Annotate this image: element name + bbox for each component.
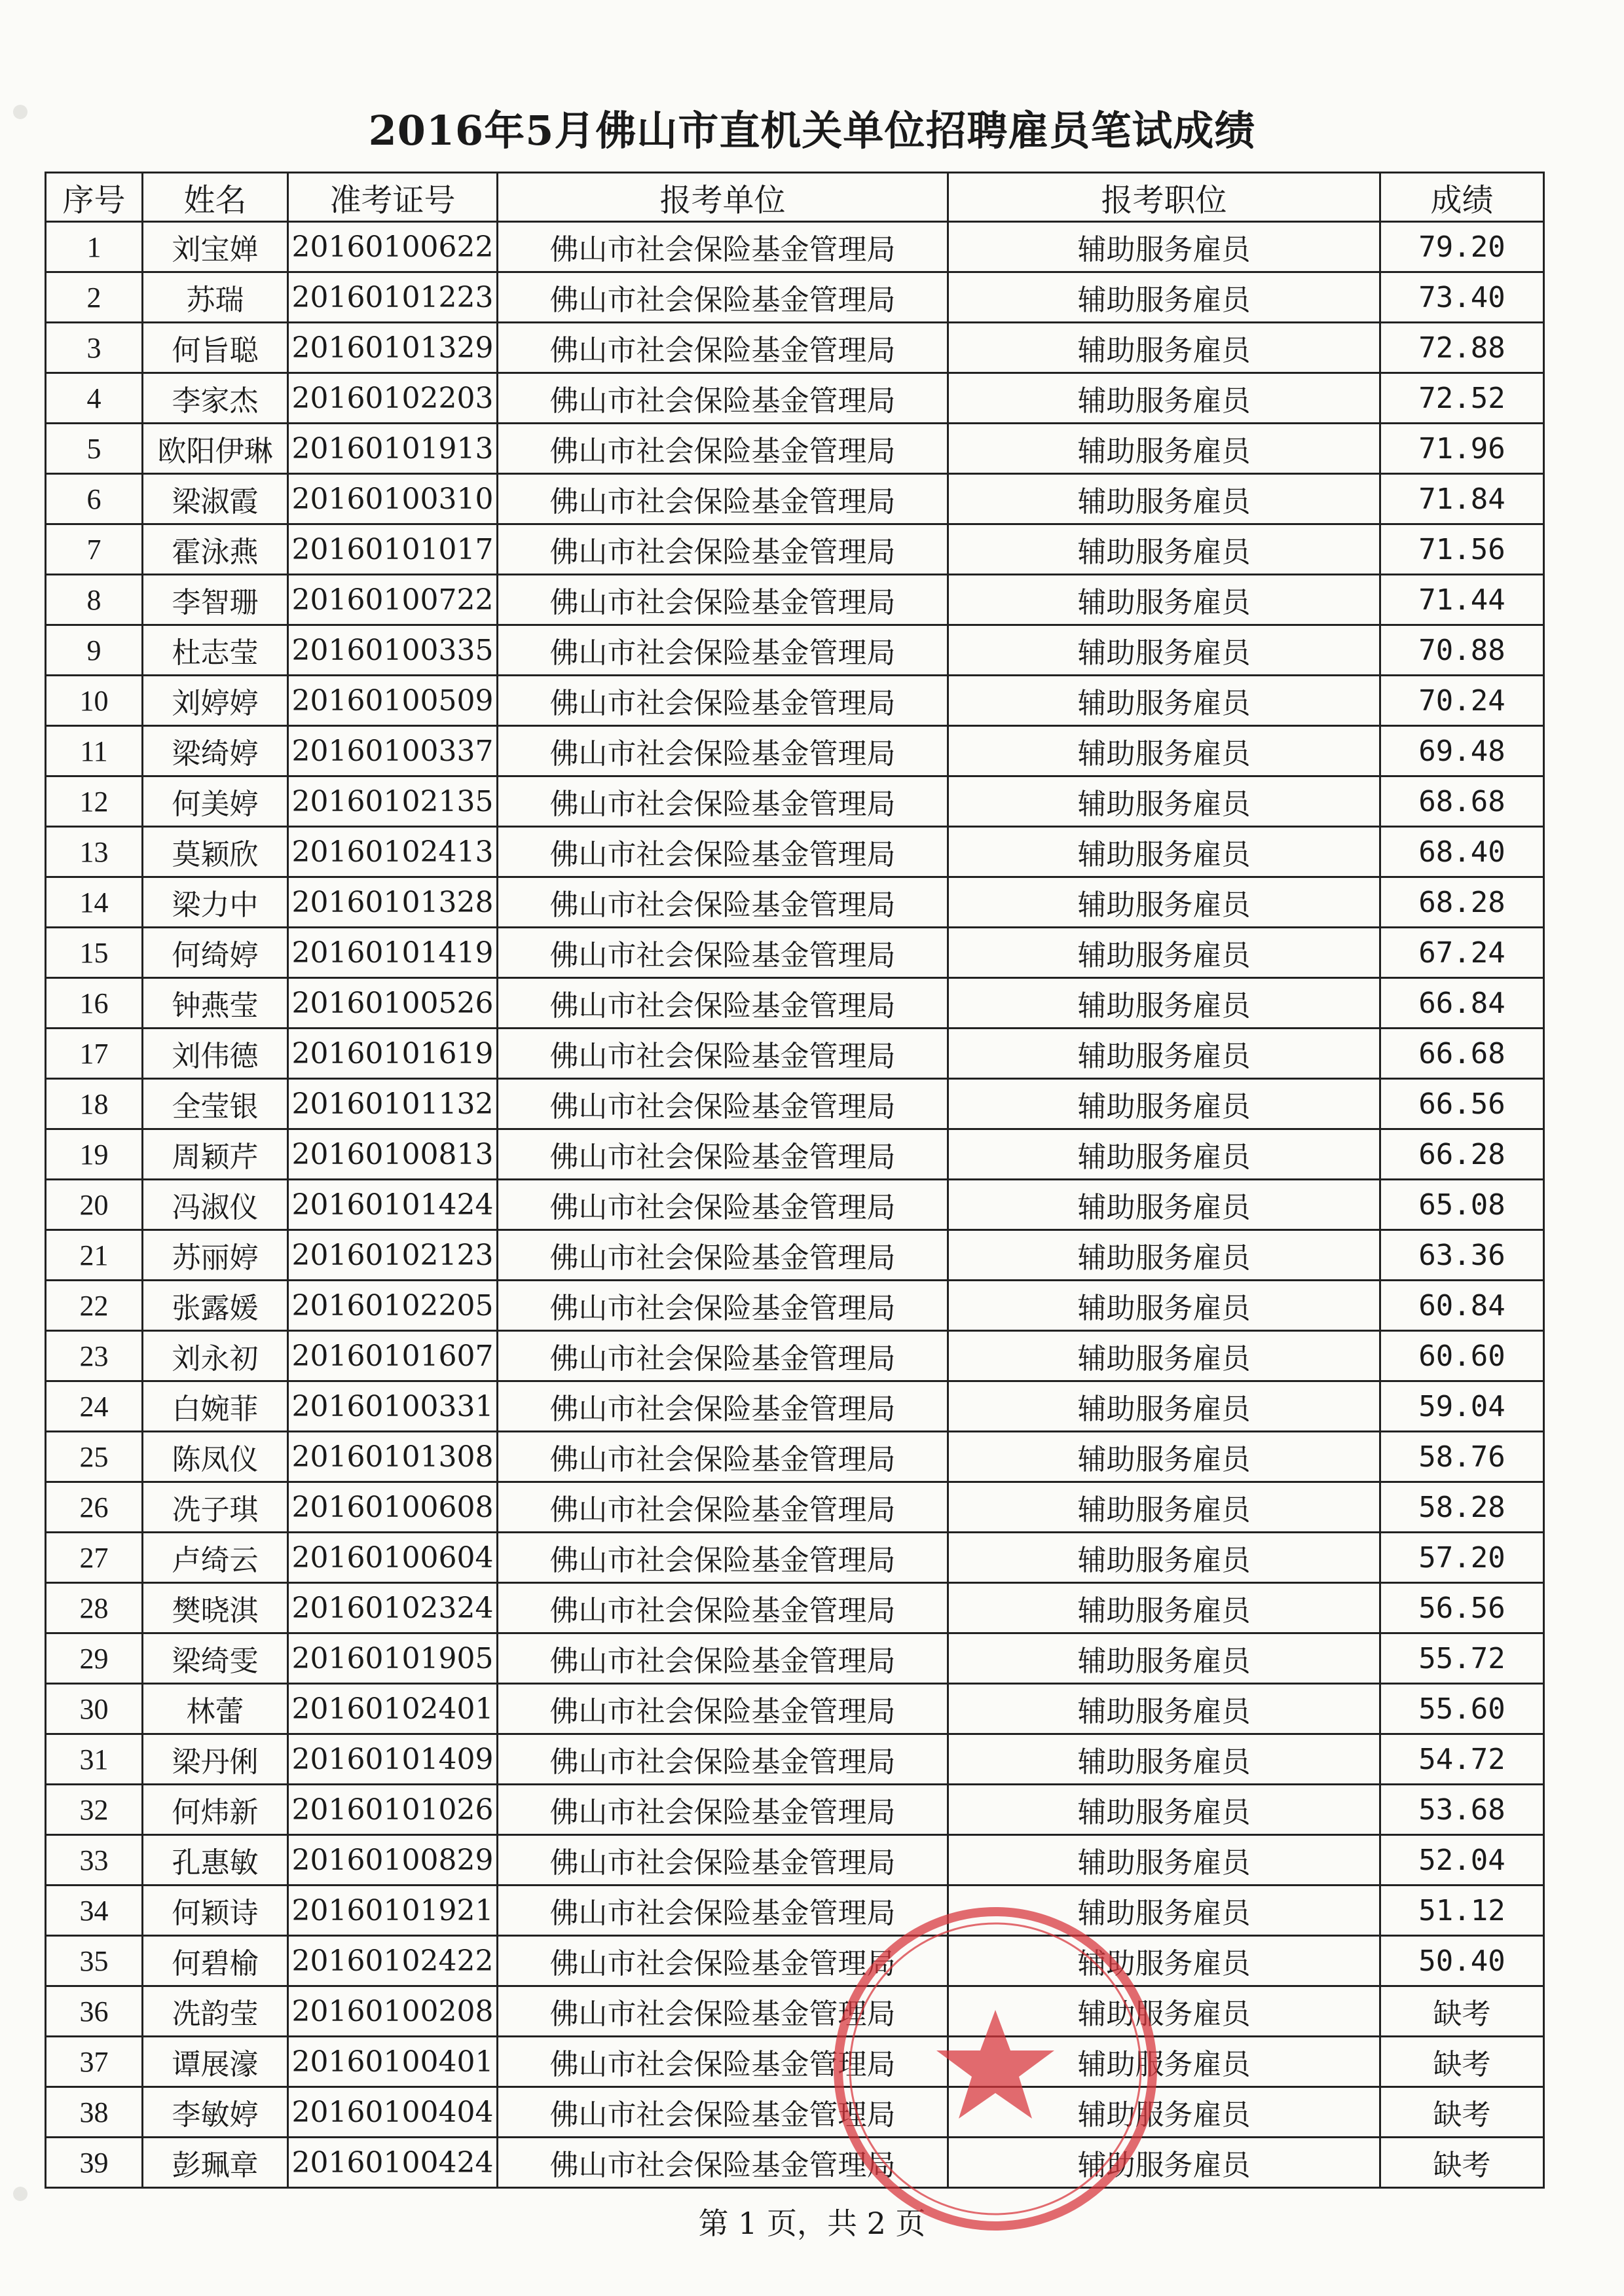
cell-post: 辅助服务雇员: [948, 676, 1380, 726]
cell-unit: 佛山市社会保险基金管理局: [498, 1886, 948, 1936]
cell-exam-id: 20160100401: [288, 2037, 498, 2087]
cell-post: 辅助服务雇员: [948, 424, 1380, 474]
cell-score: 缺考: [1380, 2037, 1544, 2087]
cell-post: 辅助服务雇员: [948, 2037, 1380, 2087]
cell-name: 樊晓淇: [143, 1583, 288, 1633]
cell-exam-id: 20160101905: [288, 1633, 498, 1684]
table-row: [46, 1785, 1544, 1835]
cell-seq: 34: [46, 1886, 143, 1936]
cell-score: 缺考: [1380, 2138, 1544, 2188]
table-row: [46, 1986, 1544, 2037]
cell-seq: 11: [46, 726, 143, 776]
cell-unit: 佛山市社会保险基金管理局: [498, 1936, 948, 1986]
cell-score: 71.84: [1380, 474, 1544, 524]
header-post: 报考职位: [948, 173, 1380, 222]
cell-score: 70.88: [1380, 625, 1544, 676]
cell-name: 孔惠敏: [143, 1835, 288, 1886]
cell-exam-id: 20160100509: [288, 676, 498, 726]
cell-seq: 36: [46, 1986, 143, 2037]
table-row: [46, 1482, 1544, 1533]
cell-name: 冼子琪: [143, 1482, 288, 1533]
table-row: [46, 1180, 1544, 1230]
cell-score: 63.36: [1380, 1230, 1544, 1281]
cell-score: 缺考: [1380, 1986, 1544, 2037]
cell-score: 50.40: [1380, 1936, 1544, 1986]
cell-name: 霍泳燕: [143, 524, 288, 575]
cell-unit: 佛山市社会保险基金管理局: [498, 2037, 948, 2087]
cell-post: 辅助服务雇员: [948, 1129, 1380, 1180]
cell-score: 52.04: [1380, 1835, 1544, 1886]
cell-post: 辅助服务雇员: [948, 1583, 1380, 1633]
cell-score: 73.40: [1380, 272, 1544, 323]
cell-post: 辅助服务雇员: [948, 877, 1380, 928]
cell-name: 何炜新: [143, 1785, 288, 1835]
cell-post: 辅助服务雇员: [948, 726, 1380, 776]
cell-score: 71.56: [1380, 524, 1544, 575]
cell-score: 65.08: [1380, 1180, 1544, 1230]
cell-seq: 33: [46, 1835, 143, 1886]
cell-seq: 13: [46, 827, 143, 877]
cell-exam-id: 20160100813: [288, 1129, 498, 1180]
cell-score: 68.40: [1380, 827, 1544, 877]
cell-unit: 佛山市社会保险基金管理局: [498, 1583, 948, 1633]
cell-post: 辅助服务雇员: [948, 1331, 1380, 1381]
table-row: [46, 1432, 1544, 1482]
table-row: [46, 323, 1544, 373]
cell-exam-id: 20160100622: [288, 222, 498, 272]
cell-exam-id: 20160101329: [288, 323, 498, 373]
cell-exam-id: 20160102422: [288, 1936, 498, 1986]
cell-post: 辅助服务雇员: [948, 1180, 1380, 1230]
cell-seq: 32: [46, 1785, 143, 1835]
cell-unit: 佛山市社会保险基金管理局: [498, 1029, 948, 1079]
cell-score: 67.24: [1380, 928, 1544, 978]
cell-name: 李敏婷: [143, 2087, 288, 2138]
cell-post: 辅助服务雇员: [948, 1533, 1380, 1583]
cell-unit: 佛山市社会保险基金管理局: [498, 1835, 948, 1886]
cell-name: 彭珮章: [143, 2138, 288, 2188]
cell-unit: 佛山市社会保险基金管理局: [498, 1129, 948, 1180]
cell-exam-id: 20160100424: [288, 2138, 498, 2188]
cell-score: 缺考: [1380, 2087, 1544, 2138]
cell-seq: 6: [46, 474, 143, 524]
cell-seq: 15: [46, 928, 143, 978]
cell-name: 梁丹俐: [143, 1734, 288, 1785]
table-body: [46, 222, 1544, 2188]
table-row: [46, 1381, 1544, 1432]
cell-score: 72.88: [1380, 323, 1544, 373]
table-row: [46, 1533, 1544, 1583]
cell-post: 辅助服务雇员: [948, 1785, 1380, 1835]
table-row: [46, 575, 1544, 625]
cell-score: 79.20: [1380, 222, 1544, 272]
cell-unit: 佛山市社会保险基金管理局: [498, 1482, 948, 1533]
cell-name: 刘婷婷: [143, 676, 288, 726]
cell-post: 辅助服务雇员: [948, 625, 1380, 676]
cell-score: 55.72: [1380, 1633, 1544, 1684]
cell-unit: 佛山市社会保险基金管理局: [498, 1533, 948, 1583]
table-row: [46, 1079, 1544, 1129]
cell-score: 60.84: [1380, 1281, 1544, 1331]
cell-exam-id: 20160102203: [288, 373, 498, 424]
cell-seq: 9: [46, 625, 143, 676]
cell-name: 林蕾: [143, 1684, 288, 1734]
punch-hole: [13, 105, 28, 119]
cell-unit: 佛山市社会保险基金管理局: [498, 726, 948, 776]
cell-seq: 37: [46, 2037, 143, 2087]
cell-name: 周颖芹: [143, 1129, 288, 1180]
cell-unit: 佛山市社会保险基金管理局: [498, 1785, 948, 1835]
table-row: [46, 424, 1544, 474]
cell-name: 苏丽婷: [143, 1230, 288, 1281]
cell-seq: 2: [46, 272, 143, 323]
cell-name: 刘伟德: [143, 1029, 288, 1079]
cell-score: 51.12: [1380, 1886, 1544, 1936]
cell-exam-id: 20160101223: [288, 272, 498, 323]
cell-seq: 39: [46, 2138, 143, 2188]
cell-unit: 佛山市社会保险基金管理局: [498, 928, 948, 978]
cell-exam-id: 20160100608: [288, 1482, 498, 1533]
cell-exam-id: 20160102413: [288, 827, 498, 877]
cell-name: 何美婷: [143, 776, 288, 827]
cell-post: 辅助服务雇员: [948, 1734, 1380, 1785]
cell-seq: 25: [46, 1432, 143, 1482]
cell-seq: 27: [46, 1533, 143, 1583]
cell-exam-id: 20160101017: [288, 524, 498, 575]
table-row: [46, 625, 1544, 676]
cell-unit: 佛山市社会保险基金管理局: [498, 776, 948, 827]
page-footer: 第 1 页，共 2 页: [698, 2206, 926, 2241]
cell-name: 李智珊: [143, 575, 288, 625]
cell-post: 辅助服务雇员: [948, 928, 1380, 978]
header-seq: 序号: [46, 173, 143, 222]
cell-exam-id: 20160100337: [288, 726, 498, 776]
cell-seq: 7: [46, 524, 143, 575]
cell-unit: 佛山市社会保险基金管理局: [498, 1281, 948, 1331]
cell-exam-id: 20160101607: [288, 1331, 498, 1381]
cell-seq: 8: [46, 575, 143, 625]
cell-score: 66.56: [1380, 1079, 1544, 1129]
cell-post: 辅助服务雇员: [948, 222, 1380, 272]
cell-post: 辅助服务雇员: [948, 524, 1380, 575]
cell-unit: 佛山市社会保险基金管理局: [498, 676, 948, 726]
cell-seq: 19: [46, 1129, 143, 1180]
cell-score: 71.96: [1380, 424, 1544, 474]
cell-name: 莫颖欣: [143, 827, 288, 877]
cell-name: 何颖诗: [143, 1886, 288, 1936]
cell-post: 辅助服务雇员: [948, 1482, 1380, 1533]
cell-name: 欧阳伊琳: [143, 424, 288, 474]
table-header-row: [46, 173, 1544, 222]
cell-exam-id: 20160101619: [288, 1029, 498, 1079]
cell-score: 71.44: [1380, 575, 1544, 625]
cell-unit: 佛山市社会保险基金管理局: [498, 2087, 948, 2138]
cell-post: 辅助服务雇员: [948, 2087, 1380, 2138]
cell-post: 辅助服务雇员: [948, 1230, 1380, 1281]
table-row: [46, 373, 1544, 424]
cell-post: 辅助服务雇员: [948, 575, 1380, 625]
cell-name: 陈凤仪: [143, 1432, 288, 1482]
table-row: [46, 776, 1544, 827]
cell-seq: 35: [46, 1936, 143, 1986]
cell-name: 苏瑞: [143, 272, 288, 323]
cell-post: 辅助服务雇员: [948, 1281, 1380, 1331]
cell-seq: 38: [46, 2087, 143, 2138]
header-score: 成绩: [1380, 173, 1544, 222]
cell-exam-id: 20160100404: [288, 2087, 498, 2138]
table-row: [46, 1734, 1544, 1785]
cell-name: 卢绮云: [143, 1533, 288, 1583]
cell-seq: 24: [46, 1381, 143, 1432]
table-row: [46, 1331, 1544, 1381]
cell-unit: 佛山市社会保险基金管理局: [498, 1734, 948, 1785]
cell-score: 54.72: [1380, 1734, 1544, 1785]
table-row: [46, 1583, 1544, 1633]
cell-score: 66.68: [1380, 1029, 1544, 1079]
cell-unit: 佛山市社会保险基金管理局: [498, 827, 948, 877]
cell-score: 57.20: [1380, 1533, 1544, 1583]
cell-seq: 1: [46, 222, 143, 272]
cell-score: 69.48: [1380, 726, 1544, 776]
cell-name: 李家杰: [143, 373, 288, 424]
header-unit: 报考单位: [498, 173, 948, 222]
cell-name: 何旨聪: [143, 323, 288, 373]
cell-name: 梁绮雯: [143, 1633, 288, 1684]
table-row: [46, 1029, 1544, 1079]
cell-name: 白婉菲: [143, 1381, 288, 1432]
header-name: 姓名: [143, 173, 288, 222]
cell-seq: 26: [46, 1482, 143, 1533]
cell-post: 辅助服务雇员: [948, 323, 1380, 373]
cell-exam-id: 20160100335: [288, 625, 498, 676]
cell-score: 66.84: [1380, 978, 1544, 1029]
cell-name: 刘宝婵: [143, 222, 288, 272]
cell-post: 辅助服务雇员: [948, 2138, 1380, 2188]
cell-exam-id: 20160101132: [288, 1079, 498, 1129]
cell-exam-id: 20160100604: [288, 1533, 498, 1583]
cell-exam-id: 20160102401: [288, 1684, 498, 1734]
cell-seq: 4: [46, 373, 143, 424]
cell-unit: 佛山市社会保险基金管理局: [498, 1432, 948, 1482]
cell-score: 58.76: [1380, 1432, 1544, 1482]
cell-post: 辅助服务雇员: [948, 1684, 1380, 1734]
cell-score: 68.28: [1380, 877, 1544, 928]
cell-name: 杜志莹: [143, 625, 288, 676]
cell-unit: 佛山市社会保险基金管理局: [498, 1079, 948, 1129]
table-row: [46, 1129, 1544, 1180]
table-row: [46, 1835, 1544, 1886]
cell-post: 辅助服务雇员: [948, 373, 1380, 424]
page-title: 2016年5月佛山市直机关单位招聘雇员笔试成绩: [368, 107, 1256, 155]
cell-seq: 18: [46, 1079, 143, 1129]
cell-seq: 31: [46, 1734, 143, 1785]
table-row: [46, 1281, 1544, 1331]
cell-score: 70.24: [1380, 676, 1544, 726]
cell-score: 59.04: [1380, 1381, 1544, 1432]
cell-post: 辅助服务雇员: [948, 1936, 1380, 1986]
cell-seq: 3: [46, 323, 143, 373]
cell-seq: 16: [46, 978, 143, 1029]
cell-unit: 佛山市社会保险基金管理局: [498, 524, 948, 575]
cell-post: 辅助服务雇员: [948, 827, 1380, 877]
cell-unit: 佛山市社会保险基金管理局: [498, 1180, 948, 1230]
cell-seq: 23: [46, 1331, 143, 1381]
cell-post: 辅助服务雇员: [948, 978, 1380, 1029]
cell-name: 冼韵莹: [143, 1986, 288, 2037]
table-row: [46, 1684, 1544, 1734]
cell-score: 68.68: [1380, 776, 1544, 827]
cell-seq: 12: [46, 776, 143, 827]
cell-exam-id: 20160101409: [288, 1734, 498, 1785]
cell-seq: 17: [46, 1029, 143, 1079]
cell-score: 53.68: [1380, 1785, 1544, 1835]
cell-name: 钟燕莹: [143, 978, 288, 1029]
cell-name: 何碧榆: [143, 1936, 288, 1986]
table-row: [46, 272, 1544, 323]
cell-post: 辅助服务雇员: [948, 1029, 1380, 1079]
cell-name: 梁绮婷: [143, 726, 288, 776]
cell-unit: 佛山市社会保险基金管理局: [498, 2138, 948, 2188]
cell-exam-id: 20160102135: [288, 776, 498, 827]
cell-seq: 10: [46, 676, 143, 726]
cell-unit: 佛山市社会保险基金管理局: [498, 272, 948, 323]
punch-hole: [13, 2187, 28, 2201]
table-row: [46, 2087, 1544, 2138]
cell-name: 张露媛: [143, 1281, 288, 1331]
cell-seq: 22: [46, 1281, 143, 1331]
cell-seq: 21: [46, 1230, 143, 1281]
cell-unit: 佛山市社会保险基金管理局: [498, 1230, 948, 1281]
table-row: [46, 726, 1544, 776]
cell-exam-id: 20160100526: [288, 978, 498, 1029]
cell-post: 辅助服务雇员: [948, 1886, 1380, 1936]
scores-table: [45, 172, 1545, 2189]
cell-post: 辅助服务雇员: [948, 474, 1380, 524]
cell-name: 梁力中: [143, 877, 288, 928]
cell-unit: 佛山市社会保险基金管理局: [498, 978, 948, 1029]
table-row: [46, 524, 1544, 575]
cell-seq: 30: [46, 1684, 143, 1734]
cell-unit: 佛山市社会保险基金管理局: [498, 1331, 948, 1381]
cell-unit: 佛山市社会保险基金管理局: [498, 575, 948, 625]
table-row: [46, 877, 1544, 928]
cell-unit: 佛山市社会保险基金管理局: [498, 1684, 948, 1734]
cell-unit: 佛山市社会保险基金管理局: [498, 323, 948, 373]
cell-score: 55.60: [1380, 1684, 1544, 1734]
cell-exam-id: 20160100208: [288, 1986, 498, 2037]
cell-exam-id: 20160101913: [288, 424, 498, 474]
cell-seq: 5: [46, 424, 143, 474]
cell-unit: 佛山市社会保险基金管理局: [498, 877, 948, 928]
cell-name: 刘永初: [143, 1331, 288, 1381]
cell-unit: 佛山市社会保险基金管理局: [498, 474, 948, 524]
cell-unit: 佛山市社会保险基金管理局: [498, 424, 948, 474]
table-row: [46, 1230, 1544, 1281]
cell-exam-id: 20160100722: [288, 575, 498, 625]
table-row: [46, 827, 1544, 877]
cell-exam-id: 20160100331: [288, 1381, 498, 1432]
cell-score: 56.56: [1380, 1583, 1544, 1633]
cell-unit: 佛山市社会保险基金管理局: [498, 222, 948, 272]
cell-score: 60.60: [1380, 1331, 1544, 1381]
cell-exam-id: 20160101026: [288, 1785, 498, 1835]
cell-post: 辅助服务雇员: [948, 1633, 1380, 1684]
cell-name: 梁淑霞: [143, 474, 288, 524]
cell-exam-id: 20160101419: [288, 928, 498, 978]
cell-unit: 佛山市社会保险基金管理局: [498, 1986, 948, 2037]
table-row: [46, 978, 1544, 1029]
cell-name: 谭展濠: [143, 2037, 288, 2087]
cell-score: 58.28: [1380, 1482, 1544, 1533]
cell-post: 辅助服务雇员: [948, 1835, 1380, 1886]
table-row: [46, 676, 1544, 726]
cell-unit: 佛山市社会保险基金管理局: [498, 625, 948, 676]
cell-name: 全莹银: [143, 1079, 288, 1129]
cell-post: 辅助服务雇员: [948, 272, 1380, 323]
cell-exam-id: 20160100829: [288, 1835, 498, 1886]
cell-name: 何绮婷: [143, 928, 288, 978]
cell-seq: 14: [46, 877, 143, 928]
cell-exam-id: 20160102205: [288, 1281, 498, 1331]
table-row: [46, 2138, 1544, 2188]
cell-exam-id: 20160101424: [288, 1180, 498, 1230]
cell-exam-id: 20160101308: [288, 1432, 498, 1482]
cell-exam-id: 20160102123: [288, 1230, 498, 1281]
cell-seq: 28: [46, 1583, 143, 1633]
cell-exam-id: 20160101921: [288, 1886, 498, 1936]
cell-exam-id: 20160100310: [288, 474, 498, 524]
table-row: [46, 474, 1544, 524]
cell-seq: 20: [46, 1180, 143, 1230]
cell-post: 辅助服务雇员: [948, 1079, 1380, 1129]
cell-score: 72.52: [1380, 373, 1544, 424]
header-exam-id: 准考证号: [288, 173, 498, 222]
table-row: [46, 2037, 1544, 2087]
cell-score: 66.28: [1380, 1129, 1544, 1180]
table-row: [46, 1886, 1544, 1936]
cell-post: 辅助服务雇员: [948, 776, 1380, 827]
cell-exam-id: 20160102324: [288, 1583, 498, 1633]
cell-unit: 佛山市社会保险基金管理局: [498, 1381, 948, 1432]
table-row: [46, 1936, 1544, 1986]
cell-name: 冯淑仪: [143, 1180, 288, 1230]
cell-exam-id: 20160101328: [288, 877, 498, 928]
cell-unit: 佛山市社会保险基金管理局: [498, 1633, 948, 1684]
table-row: [46, 222, 1544, 272]
cell-post: 辅助服务雇员: [948, 1432, 1380, 1482]
cell-post: 辅助服务雇员: [948, 1986, 1380, 2037]
cell-post: 辅助服务雇员: [948, 1381, 1380, 1432]
table-row: [46, 928, 1544, 978]
table-row: [46, 1633, 1544, 1684]
cell-unit: 佛山市社会保险基金管理局: [498, 373, 948, 424]
cell-seq: 29: [46, 1633, 143, 1684]
